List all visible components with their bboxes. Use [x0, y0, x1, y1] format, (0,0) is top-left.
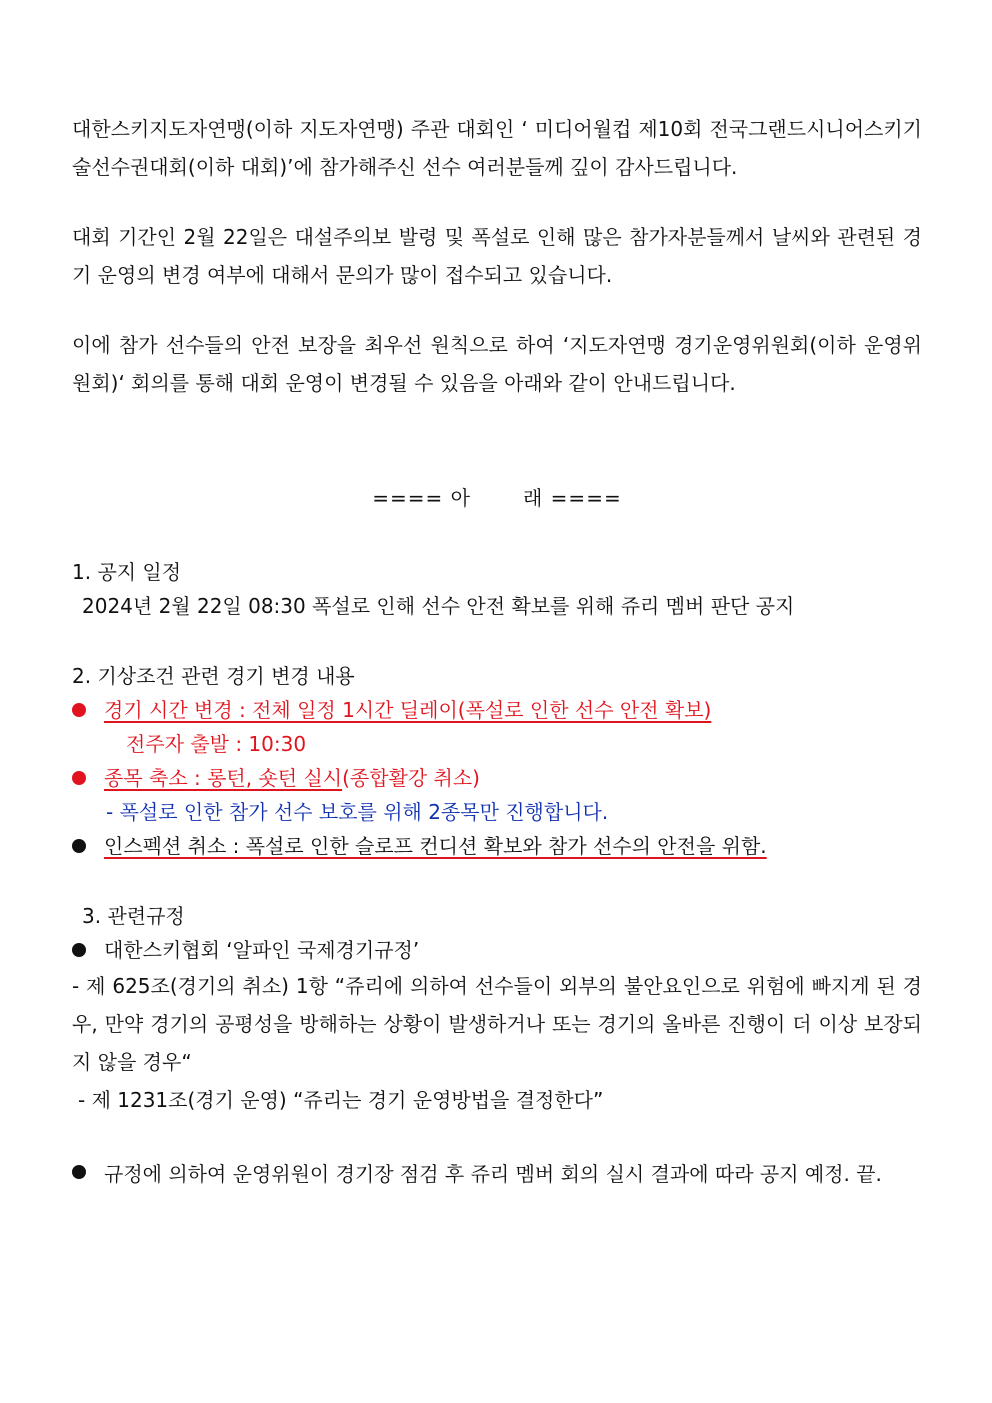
- divider-left: ==== 아: [372, 486, 471, 510]
- section-1-text: 2024년 2월 22일 08:30 폭설로 인해 선수 안전 확보를 위해 쥬리 멤버 판단 공지: [82, 594, 795, 618]
- intro-paragraph-2: 대회 기간인 2월 22일은 대설주의보 발령 및 폭설로 인해 많은 참가자분들께서 날씨와 관련된 경기 운영의 변경 여부에 대해서 문의가 많이 접수되고 있습니다.: [72, 225, 922, 287]
- change-time-text: 경기 시간 변경 : 전체 일정 1시간 딜레이(폭설로 인한 선수 안전 확보): [104, 698, 712, 722]
- red-bullet-icon: [72, 703, 86, 717]
- notice-document: [72, 100, 922, 1193]
- rule-bullet-source: [72, 933, 922, 967]
- section-divider: [72, 482, 922, 511]
- change-bullet-time: [72, 693, 922, 727]
- change-bullet-inspection: [72, 829, 922, 863]
- final-notice-text: 규정에 의하여 운영위원이 경기장 점검 후 쥬리 멤버 회의 실시 결과에 따라 공지 예정. 끝.: [104, 1162, 882, 1186]
- section-1-title: 1. 공지 일정: [72, 560, 182, 584]
- rule-1231-text: - 제 1231조(경기 운영) “쥬리는 경기 운영방법을 결정한다”: [78, 1088, 604, 1112]
- black-bullet-icon: [72, 839, 86, 853]
- rule-source-text: 대한스키협회 ‘알파인 국제경기규정’: [104, 938, 420, 962]
- black-bullet-icon: [72, 1165, 86, 1179]
- intro-paragraph-1: 대한스키지도자연맹(이하 지도자연맹) 주관 대회인 ‘ 미디어월컵 제10회 전국그랜드시니어스키기술선수권대회(이하 대회)’에 참가해주신 선수 여러분들께 깊이 감사드립니다.: [72, 117, 922, 179]
- divider-right: 래 ====: [523, 486, 622, 510]
- red-bullet-icon: [72, 771, 86, 785]
- change-events-tail: (종합활강 취소): [342, 766, 480, 790]
- change-events-sub: - 폭설로 인한 참가 선수 보호를 위해 2종목만 진행합니다.: [106, 800, 609, 824]
- intro-paragraph-3: 이에 참가 선수들의 안전 보장을 최우선 원칙으로 하여 ‘지도자연맹 경기운영위원회(이하 운영위원회)‘ 회의를 통해 대회 운영이 변경될 수 있음을 아래와 같이 안내드립니다.: [72, 333, 922, 395]
- change-time-sub: 전주자 출발 : 10:30: [126, 732, 307, 756]
- change-events-text: [104, 761, 480, 795]
- section-2-title: 2. 기상조건 관련 경기 변경 내용: [72, 664, 355, 688]
- change-bullet-events: [72, 761, 922, 795]
- section-3-title: 3. 관련규정: [82, 904, 185, 928]
- final-bullet: [72, 1155, 922, 1193]
- black-bullet-icon: [72, 943, 86, 957]
- change-inspection-text: 인스펙션 취소 : 폭설로 인한 슬로프 컨디션 확보와 참가 선수의 안전을 위함.: [104, 834, 767, 858]
- change-events-main: 종목 축소 : 롱턴, 숏턴 실시: [104, 766, 343, 790]
- rule-625-text: - 제 625조(경기의 취소) 1항 “쥬리에 의하여 선수들이 외부의 불안요인으로 위험에 빠지게 된 경우, 만약 경기의 공평성을 방해하는 상황이 발생하거나 또는 경기의 올바른 진행이 더 이상 보장되지 않을 경우“: [72, 974, 922, 1074]
